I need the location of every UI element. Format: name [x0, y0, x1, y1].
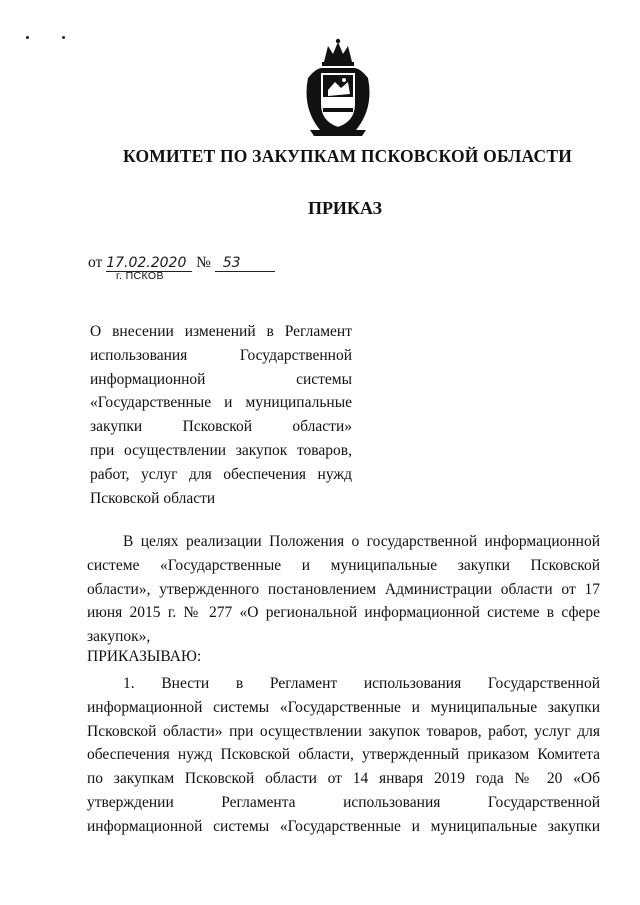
subject-line: закупки Псковской области» — [90, 418, 352, 436]
from-label: от — [88, 254, 103, 271]
item-line: обеспечения нужд Псковской области, утвержденный приказом Комитета — [87, 746, 600, 764]
item-line: утверждении Регламента использования Государственной — [87, 793, 600, 811]
committee-name: КОМИТЕТ ПО ЗАКУПКАМ ПСКОВСКОЙ ОБЛАСТИ — [122, 146, 573, 166]
handwritten-date: 17.02.2020 — [106, 255, 192, 272]
subject-line: работ, услуг для обеспечения нужд — [90, 465, 352, 483]
number-label: № — [196, 254, 211, 271]
preamble-line: В целях реализации Положения о государственной информационной — [123, 533, 600, 550]
item-1-paragraph — [87, 672, 600, 839]
subject-line: Псковской области — [90, 489, 216, 507]
pskov-coat-of-arms-emblem — [300, 38, 376, 138]
preamble-paragraph — [87, 530, 600, 649]
item-line: Псковской области» при осуществлении закупок товаров, работ, услуг для — [87, 722, 600, 740]
city-label: г. ПСКОВ — [116, 270, 164, 282]
subject-line: информационной системы — [90, 370, 352, 388]
order-command: ПРИКАЗЫВАЮ: — [87, 648, 202, 665]
preamble-line: закупок», — [87, 628, 151, 646]
subject-line: О внесении изменений в Регламент — [90, 323, 352, 340]
preamble-line: системе «Государственные и муниципальные закупки Псковской — [87, 556, 600, 574]
item-line: информационной системы «Государственные и муниципальные закупки — [87, 817, 600, 835]
item-line: 1. Внести в Регламент использования Государственной — [123, 675, 600, 692]
subject-line: при осуществлении закупок товаров, — [90, 441, 352, 459]
item-line: по закупкам Псковской области от 14 января 2019 года № 20 «Об — [87, 770, 600, 788]
preamble-line: июня 2015 г. № 277 «О региональной информационной системе в сфере — [87, 604, 600, 622]
subject-line: «Государственные и муниципальные — [90, 394, 352, 412]
order-subject — [90, 320, 352, 510]
preamble-line: области», утвержденного постановлением Администрации области от 17 — [87, 580, 600, 598]
document-type-title: ПРИКАЗ — [307, 198, 383, 218]
subject-line: использования Государственной — [90, 346, 352, 364]
scan-marks — [26, 36, 70, 42]
handwritten-number: 53 — [215, 255, 275, 272]
item-line: информационной системы «Государственные и муниципальные закупки — [87, 698, 600, 716]
